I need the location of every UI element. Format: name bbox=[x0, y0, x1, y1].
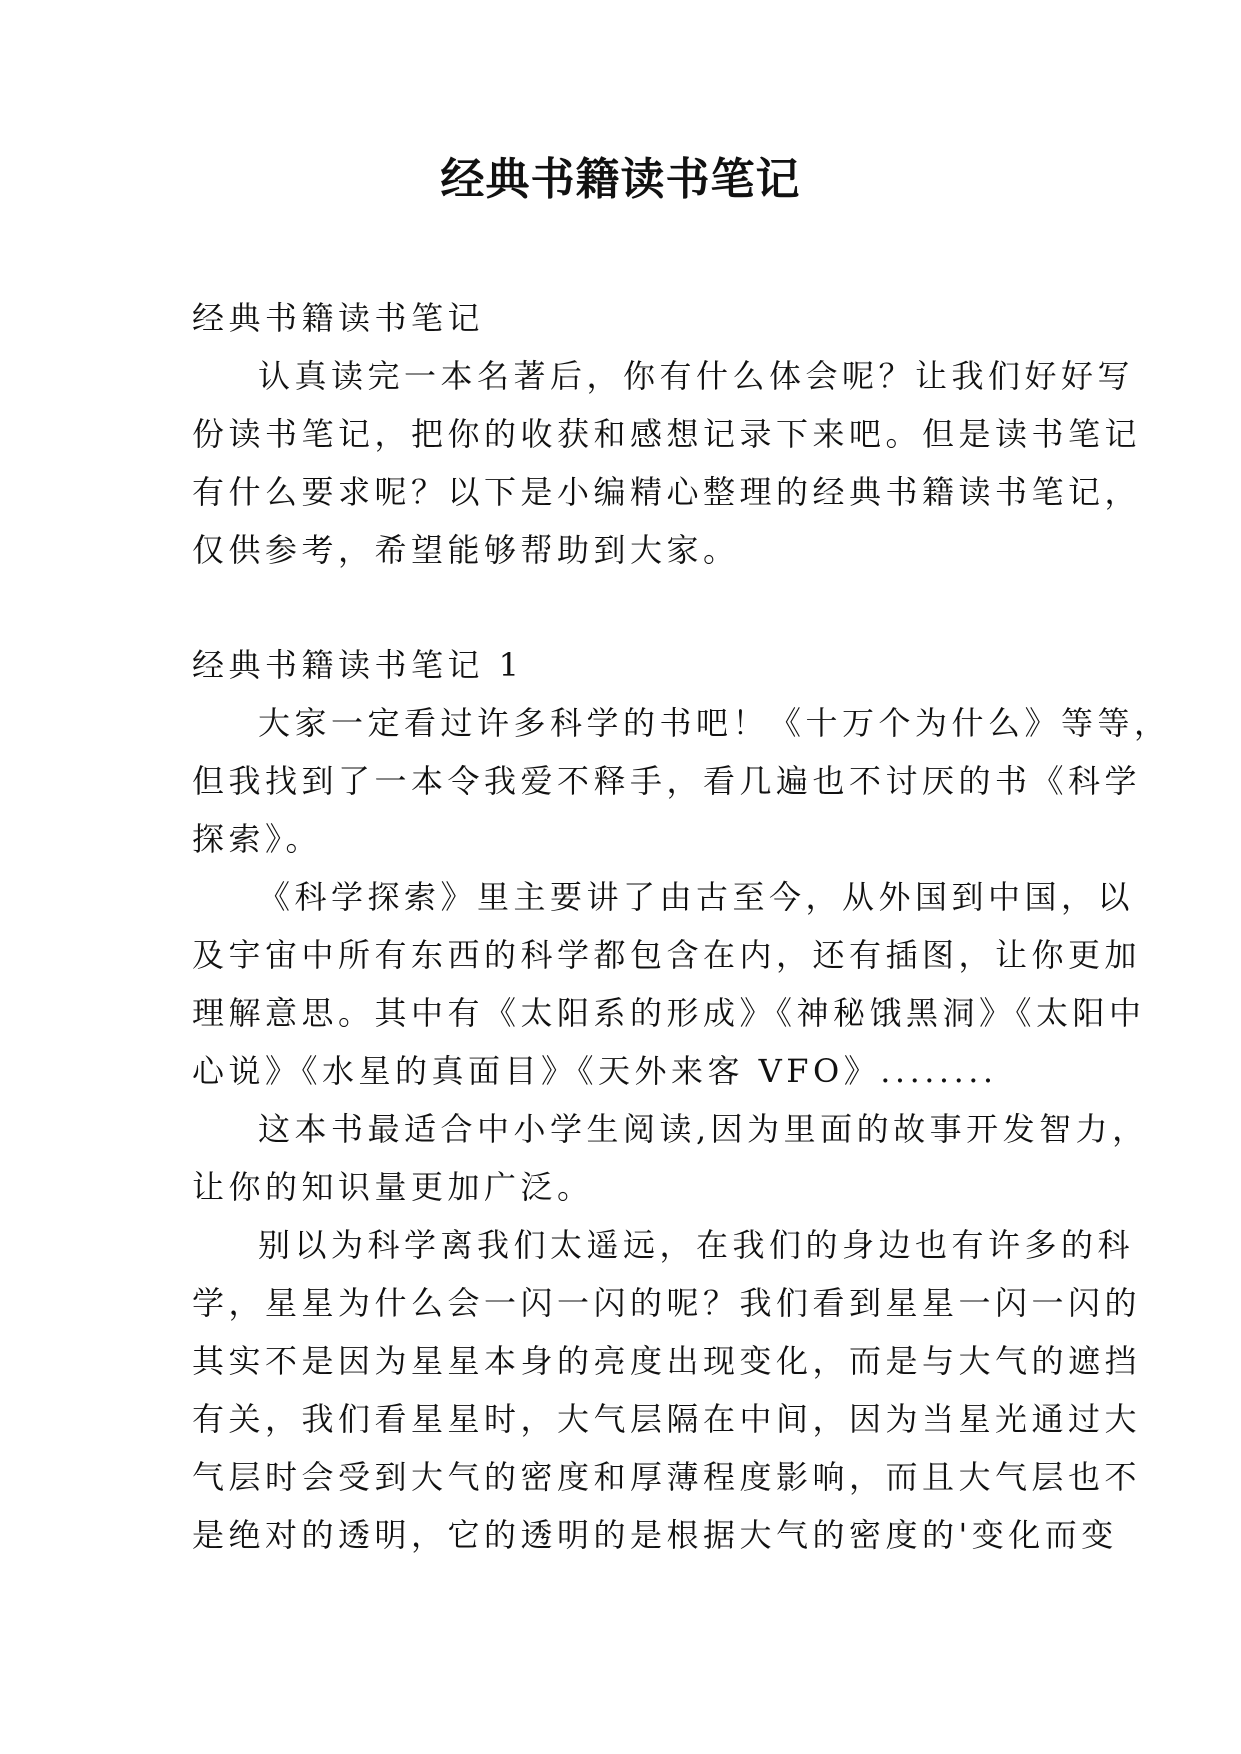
paragraph-line: 但我找到了一本令我爱不释手，看几遍也不讨厌的书《科学 bbox=[192, 762, 1142, 800]
paragraph-line: 理解意思。其中有《太阳系的形成》《神秘饿黑洞》《太阳中 bbox=[192, 994, 1146, 1032]
paragraph-line: 认真读完一本名著后，你有什么体会呢？让我们好好写 bbox=[258, 357, 1135, 395]
paragraph-line: 学，星星为什么会一闪一闪的呢？我们看到星星一闪一闪的 bbox=[192, 1284, 1142, 1322]
document-title: 经典书籍读书笔记 bbox=[440, 154, 801, 205]
paragraph-line: 大家一定看过许多科学的书吧！《十万个为什么》等等， bbox=[258, 704, 1171, 742]
paragraph-line: 仅供参考，希望能够帮助到大家。 bbox=[192, 531, 740, 569]
paragraph-line: 心说》《水星的真面目》《天外来客 VFO》........ bbox=[192, 1052, 998, 1090]
paragraph-line: 份读书笔记，把你的收获和感想记录下来吧。但是读书笔记 bbox=[192, 415, 1142, 453]
section-heading: 经典书籍读书笔记 bbox=[192, 299, 485, 337]
paragraph-line: 气层时会受到大气的密度和厚薄程度影响，而且大气层也不 bbox=[192, 1458, 1142, 1496]
paragraph-line: 《科学探索》里主要讲了由古至今，从外国到中国，以 bbox=[258, 878, 1135, 916]
paragraph-line: 让你的知识量更加广泛。 bbox=[192, 1168, 594, 1206]
paragraph-line: 别以为科学离我们太遥远，在我们的身边也有许多的科 bbox=[258, 1226, 1135, 1264]
paragraph-line: 有关，我们看星星时，大气层隔在中间，因为当星光通过大 bbox=[192, 1400, 1142, 1438]
paragraph-line: 及宇宙中所有东西的科学都包含在内，还有插图，让你更加 bbox=[192, 936, 1142, 974]
paragraph-line: 是绝对的透明，它的透明的是根据大气的密度的'变化而变 bbox=[192, 1516, 1118, 1554]
paragraph-line: 这本书最适合中小学生阅读,因为里面的故事开发智力， bbox=[258, 1110, 1149, 1148]
paragraph-line: 探索》。 bbox=[192, 820, 323, 858]
section-heading: 经典书籍读书笔记 1 bbox=[192, 646, 524, 684]
paragraph-line: 有什么要求呢？以下是小编精心整理的经典书籍读书笔记， bbox=[192, 473, 1142, 511]
paragraph-line: 其实不是因为星星本身的亮度出现变化，而是与大气的遮挡 bbox=[192, 1342, 1142, 1380]
